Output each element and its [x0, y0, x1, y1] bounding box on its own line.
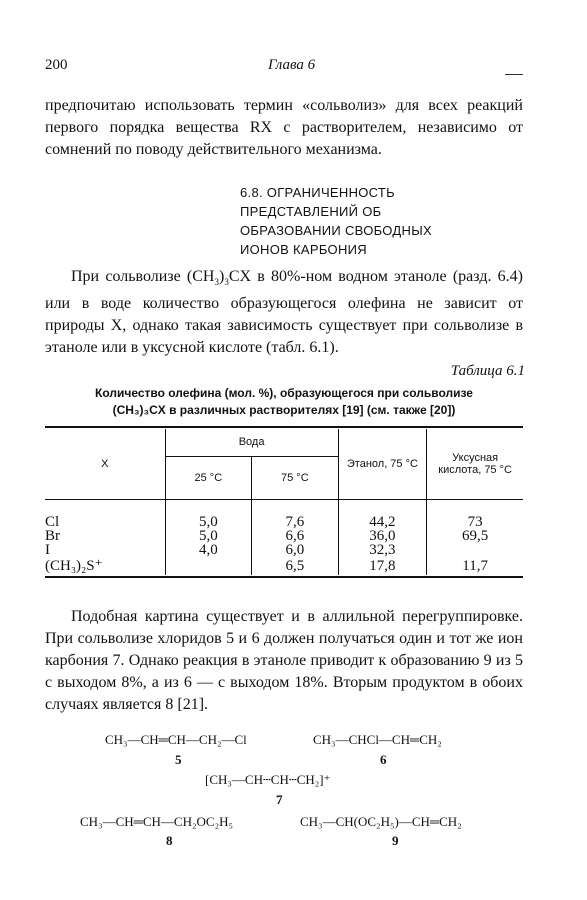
table-caption [45, 385, 523, 419]
column-header-acetic: Уксусная кислота, 75 °C [427, 429, 523, 499]
paragraph-text: ) [219, 268, 225, 285]
table-row [45, 515, 523, 529]
section-heading-line: ПРЕДСТАВЛЕНИЙ ОБ [240, 204, 382, 219]
page-number: 200 [45, 57, 68, 73]
column-header-x: X [45, 429, 165, 499]
paragraph-text: CX в 80%-ном водном этаноле (разд. 6.4) или в воде количество образующегося олефина не зависит от природы X, однако такая зависимость существует при сольволизе в этаноле или в уксусной кислоте (табл. 6.1). [45, 268, 524, 357]
cell-water-25 [165, 557, 252, 575]
cell-water-25: 5,0 [165, 515, 252, 529]
table-row [45, 557, 523, 575]
section-heading-line: ИОНОВ КАРБОНИЯ [240, 242, 367, 257]
structure-5: CH₃—CH═CH—CH₂—Cl [105, 732, 247, 747]
structure-label: 5 [175, 752, 182, 767]
paragraph-allylic: Подобная картина существует и в аллильной перегруппировке. При сольволизе хлоридов 5 и 6 должен получаться один и тот же ион карбония 7. Однако реакция в этаноле приводит к образованию 9 из 5 с выходом 8%, а из 6 — с выходом 18%. Вторым продуктом в обоих случаях является 8 [21]. [45, 608, 523, 713]
paragraph-text: При сольволизе (CH [71, 268, 215, 285]
column-header-25c: 25 °C [165, 456, 252, 499]
cell-acetic: 73 [467, 513, 483, 530]
cell-water-75: 7,6 [252, 515, 339, 529]
structure-label: 8 [166, 833, 173, 848]
data-table [45, 426, 523, 578]
section-heading-line: ОБРАЗОВАНИИ СВОБОДНЫХ [240, 223, 433, 238]
cell-water-75: 6,6 [252, 529, 339, 543]
paragraph-continuation: предпочитаю использовать термин «сольволиз» для всех реакций первого порядка вещества RX с растворителем, независимо от сомнений по поводу действительного механизма. [45, 97, 523, 158]
running-title: Глава 6 [268, 57, 316, 73]
table-row [45, 529, 523, 543]
cell-acetic [427, 543, 523, 557]
cell-water-25: 5,0 [165, 529, 252, 543]
cell-acetic: 69,5 [462, 527, 489, 544]
cell-ethanol: 32,3 [338, 543, 427, 557]
structure-label: 7 [276, 792, 283, 807]
subscript: 3 [224, 277, 229, 288]
cell-ethanol: 17,8 [338, 557, 427, 575]
section-heading [240, 183, 500, 259]
cell-ethanol: 44,2 [338, 515, 427, 529]
cell-acetic: 11,7 [462, 557, 488, 574]
cell-x: Cl [45, 515, 165, 529]
column-header-water: Вода [165, 429, 338, 456]
structure-6: CH₃—CHCl—CH═CH₂ [313, 732, 442, 747]
cell-water-75: 6,5 [252, 557, 339, 575]
cell-ethanol: 36,0 [338, 529, 427, 543]
column-header-75c: 75 °C [252, 456, 339, 499]
section-heading-line: 6.8. ОГРАНИЧЕННОСТЬ [240, 185, 396, 200]
table-label: Таблица 6.1 [450, 363, 525, 379]
cell-x: I [45, 543, 165, 557]
structure-label: 6 [380, 752, 387, 767]
cell-x: (CH₃)₂S⁺ [45, 557, 165, 575]
cell-water-75: 6,0 [252, 543, 339, 557]
column-header-ethanol: Этанол, 75 °C [338, 429, 427, 499]
structure-label: 9 [392, 833, 399, 848]
structure-7: [CH₃—CH┄CH┄CH₂]⁺ [205, 772, 331, 787]
structure-8: CH₃—CH═CH—CH₂OC₂H₅ [80, 814, 234, 829]
table-caption-line: (CH₃)₃CX в различных растворителях [19] (см. также [20]) [112, 403, 456, 417]
table-row [45, 543, 523, 557]
table-caption-line: Количество олефина (мол. %), образующегося при сольволизе [95, 386, 473, 400]
cell-x: Br [45, 529, 165, 543]
header-rule [505, 74, 523, 75]
cell-water-25: 4,0 [165, 543, 252, 557]
structure-9: CH₃—CH(OC₂H₅)—CH═CH₂ [300, 814, 462, 829]
paragraph-solvolysis [45, 266, 523, 359]
subscript: 3 [214, 277, 219, 288]
